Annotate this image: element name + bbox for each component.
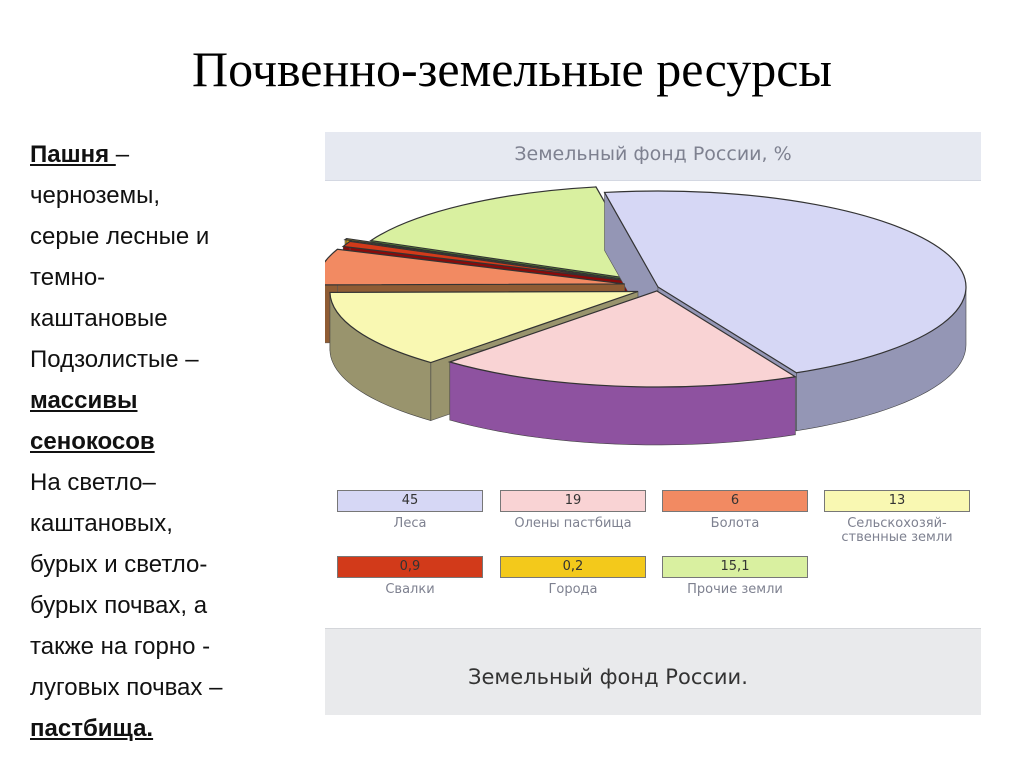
- term-pashnya: Пашня: [30, 141, 116, 168]
- text-line: На светло–: [30, 469, 156, 496]
- chart-footer: [325, 628, 981, 715]
- text-line: бурых и светло-: [30, 551, 208, 578]
- legend-item-свалки: [337, 556, 483, 597]
- chart-panel: [325, 132, 981, 714]
- text-line: черноземы,: [30, 182, 161, 209]
- text-line: каштановых,: [30, 510, 173, 537]
- legend-label: Олены пастбища: [514, 516, 632, 531]
- slide-title: Почвенно-земельные ресурсы: [192, 41, 832, 97]
- legend-item-города: [500, 556, 646, 597]
- text-line: каштановые: [30, 305, 168, 332]
- text-line: также на горно -: [30, 633, 211, 660]
- left-text-block: [30, 134, 310, 749]
- legend-item-леса: [337, 490, 483, 531]
- chart-title: Земельный фонд России, %: [514, 143, 792, 165]
- legend-item-прочие-земли: [662, 556, 808, 597]
- text-line: Подзолистые –: [30, 346, 199, 373]
- legend-label: Сельскохозяй-ственные земли: [841, 516, 953, 545]
- legend-label: Прочие земли: [687, 582, 783, 597]
- dash: –: [115, 141, 130, 168]
- text-line: бурых почвах, а: [30, 592, 208, 619]
- pie-slices: [325, 187, 966, 445]
- term-senokosov: сенокосов: [30, 428, 155, 455]
- text-line: темно-: [30, 264, 106, 291]
- term-massivy: массивы: [30, 387, 138, 414]
- term-pastbishcha: пастбища.: [30, 715, 154, 742]
- legend-value: 15,1: [662, 556, 808, 578]
- chart-caption: Земельный фонд России.: [468, 665, 748, 689]
- text-line: серые лесные и: [30, 223, 210, 250]
- legend-label: Города: [548, 582, 598, 597]
- pie-chart: [325, 132, 981, 628]
- text-line-pashnya: [30, 134, 310, 175]
- legend-label: Болота: [710, 516, 760, 531]
- legend-label: Свалки: [385, 582, 435, 597]
- legend-item-болота: [662, 490, 808, 531]
- legend-item-сельскохозяй-ственные-земли: [824, 490, 970, 545]
- text-line: луговых почвах –: [30, 674, 223, 701]
- legend-label: Леса: [393, 516, 427, 531]
- legend-value: 0,9: [337, 556, 483, 578]
- legend-value: 45: [337, 490, 483, 512]
- legend-item-олены-пастбища: [500, 490, 646, 531]
- legend-value: 6: [662, 490, 808, 512]
- legend-value: 19: [500, 490, 646, 512]
- legend-value: 13: [824, 490, 970, 512]
- legend-value: 0,2: [500, 556, 646, 578]
